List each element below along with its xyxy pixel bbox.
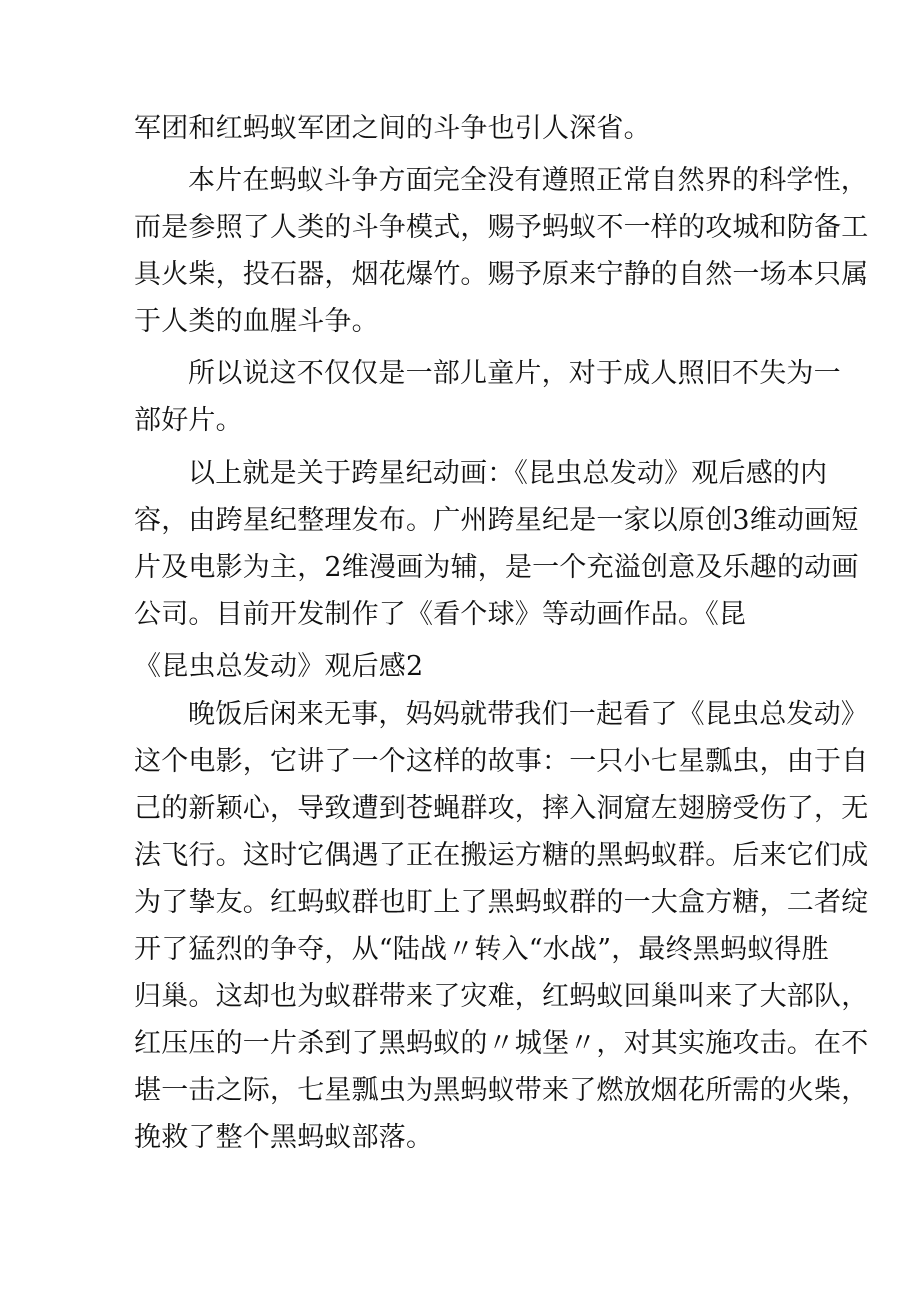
text-line: 红压压的一片杀到了黑蚂蚁的〃城堡〃，对其实施攻击。在不 (134, 1028, 869, 1059)
text-line: 法飞行。这时它偶遇了正在搬运方糖的黑蚂蚁群。后来它们成 (134, 840, 869, 871)
text-line: 所以说这不仅仅是一部儿童片，对于成人照旧不失为一 (188, 358, 841, 389)
text-line: 本片在蚂蚁斗争方面完全没有遵照正常自然界的科学性， (188, 165, 868, 196)
text-line: 具火柴，投石器，烟花爆竹。赐予原来宁静的自然一场本只属 (134, 259, 869, 290)
text-line: 以上就是关于跨星纪动画：《昆虫总发动》观后感的内 (188, 458, 828, 489)
text-line: 这个电影，它讲了一个这样的故事：一只小七星瓢虫，由于自 (134, 746, 869, 777)
text-line: 公司。目前开发制作了《看个球》等动画作品。《昆 (134, 599, 747, 630)
text-line: 挽救了整个黑蚂蚁部落。 (134, 1122, 434, 1153)
text-line: 片及电影为主，2维漫画为辅，是一个充溢创意及乐趣的动画 (134, 552, 859, 583)
text-line: 己的新颖心，导致遭到苍蝇群攻，摔入洞窟左翅膀受伤了，无 (134, 793, 869, 824)
text-line: 部好片。 (134, 405, 243, 436)
text-line: 而是参照了人类的斗争模式，赐予蚂蚁不一样的攻城和防备工 (134, 212, 869, 243)
text-line: 容，由跨星纪整理发布。广州跨星纪是一家以原创3维动画短 (134, 505, 859, 536)
section-heading: 《昆虫总发动》观后感2 (134, 651, 424, 682)
text-line: 军团和红蚂蚁军团之间的斗争也引人深省。 (134, 113, 651, 144)
text-line: 堪一击之际，七星瓢虫为黑蚂蚁带来了燃放烟花所需的火柴， (134, 1075, 869, 1106)
text-line: 归巢。这却也为蚁群带来了灾难，红蚂蚁回巢叫来了大部队， (134, 981, 869, 1012)
text-line: 晚饭后闲来无事，妈妈就带我们一起看了《昆虫总发动》 (188, 699, 868, 730)
text-line: 于人类的血腥斗争。 (134, 306, 379, 337)
text-line: 开了猛烈的争夺，从“陆战〃转入“水战”，最终黑蚂蚁得胜 (134, 934, 829, 965)
text-line: 为了挚友。红蚂蚁群也盯上了黑蚂蚁群的一大盒方糖，二者绽 (134, 887, 869, 918)
